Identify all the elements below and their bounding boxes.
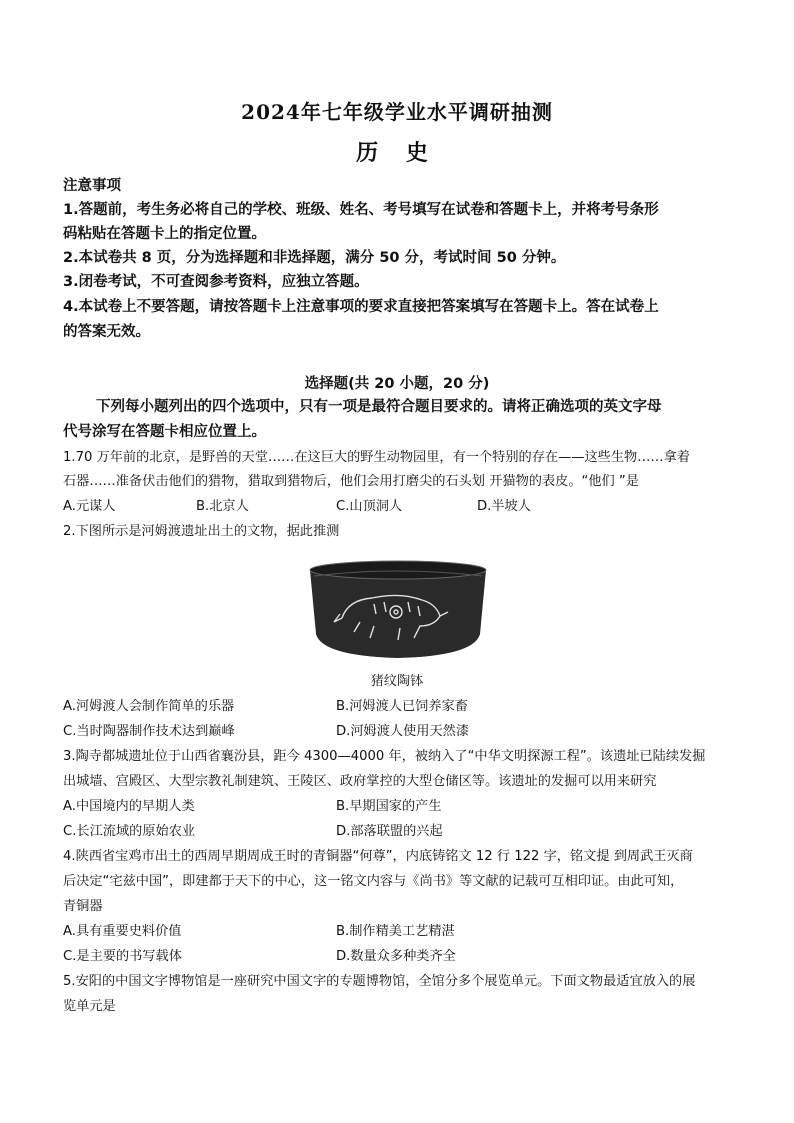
- q1-option-a: A.元谋人: [63, 499, 116, 514]
- question-3-text: 3.陶寺都城遗址位于山西省襄汾县，距今 4300—4000 年，被纳入了“中华文明探源工程”。该遗址已陆续发掘: [63, 749, 706, 764]
- q4-option-c: C.是主要的书写载体: [63, 949, 182, 964]
- exam-title: 2024年七年级学业水平调研抽测: [241, 100, 553, 124]
- q1-option-b: B.北京人: [196, 499, 249, 514]
- question-2-text: 2.下图所示是河姆渡遗址出土的文物，据此推测: [63, 524, 340, 539]
- section-title: 选择题(共 20 小题，20 分): [304, 376, 490, 392]
- q3-option-d: D.部落联盟的兴起: [336, 824, 443, 839]
- q3-option-b: B.早期国家的产生: [336, 799, 442, 814]
- subject-title: 历 史: [356, 140, 438, 166]
- q2-option-d: D.河姆渡人使用天然漆: [336, 724, 470, 739]
- notice-line: 3.闭卷考试，不可查阅参考资料，应独立答题。: [63, 274, 369, 290]
- q1-option-c: C.山顶洞人: [336, 499, 403, 514]
- figure-caption: 猪纹陶钵: [370, 674, 424, 689]
- q2-option-a: A.河姆渡人会制作简单的乐器: [63, 699, 235, 714]
- q2-option-c: C.当时陶器制作技术达到巅峰: [63, 724, 235, 739]
- question-3-text: 出城墙、宫殿区、大型宗教礼制建筑、王陵区、政府掌控的大型仓储区等。该遗址的发掘可以用来研究: [63, 774, 657, 789]
- question-1-text: 1.70 万年前的北京，是野兽的天堂……在这巨大的野生动物园里，有一个特别的存在——这些生物……拿着: [63, 450, 690, 465]
- question-5-text: 览单元是: [63, 999, 116, 1014]
- pig-pattern-bowl-image: [304, 556, 492, 662]
- q3-option-a: A.中国境内的早期人类: [63, 799, 195, 814]
- q3-option-c: C.长江流域的原始农业: [63, 824, 196, 839]
- section-instruction: 下列每小题列出的四个选项中，只有一项是最符合题目要求的。请将正确选项的英文字母: [96, 399, 662, 415]
- notice-line: 2.本试卷共 8 页，分为选择题和非选择题，满分 50 分，考试时间 50 分钟。: [63, 250, 566, 266]
- notice-line: 4.本试卷上不要答题，请按答题卡上注意事项的要求直接把答案填写在答题卡上。答在试卷上: [63, 299, 659, 315]
- q4-option-b: B.制作精美工艺精湛: [336, 924, 455, 939]
- notice-line: 的答案无效。: [63, 324, 150, 340]
- q4-option-d: D.数量众多种类齐全: [336, 949, 456, 964]
- question-4-text: 4.陕西省宝鸡市出土的西周早期周成王时的青铜器“何尊”，内底铸铭文 12 行 122 字，铭文提 到周武王灭商: [63, 849, 693, 864]
- q1-option-d: D.半坡人: [477, 499, 531, 514]
- section-instruction: 代号涂写在答题卡相应位置上。: [63, 424, 266, 440]
- question-5-text: 5.安阳的中国文字博物馆是一座研究中国文字的专题博物馆，全馆分多个展览单元。下面文物最适宜放入的展: [63, 974, 696, 989]
- notice-heading: 注意事项: [63, 178, 121, 194]
- question-4-text: 青铜器: [63, 899, 103, 914]
- q4-option-a: A.具有重要史料价值: [63, 924, 182, 939]
- notice-line: 1.答题前，考生务必将自己的学校、班级、姓名、考号填写在试卷和答题卡上，并将考号条形: [63, 202, 659, 218]
- question-1-text: 石器……准备伏击他们的猎物，猎取到猎物后，他们会用打磨尖的石头划 开猫物的表皮。“他们 ”是: [63, 474, 639, 489]
- q2-option-b: B.河姆渡人已饲养家畜: [336, 699, 468, 714]
- notice-line: 码粘贴在答题卡上的指定位置。: [63, 226, 266, 242]
- question-4-text: 后决定“宅兹中国”，即建都于天下的中心，这一铭文内容与《尚书》等文献的记载可互相印证。由此可知，: [63, 874, 684, 889]
